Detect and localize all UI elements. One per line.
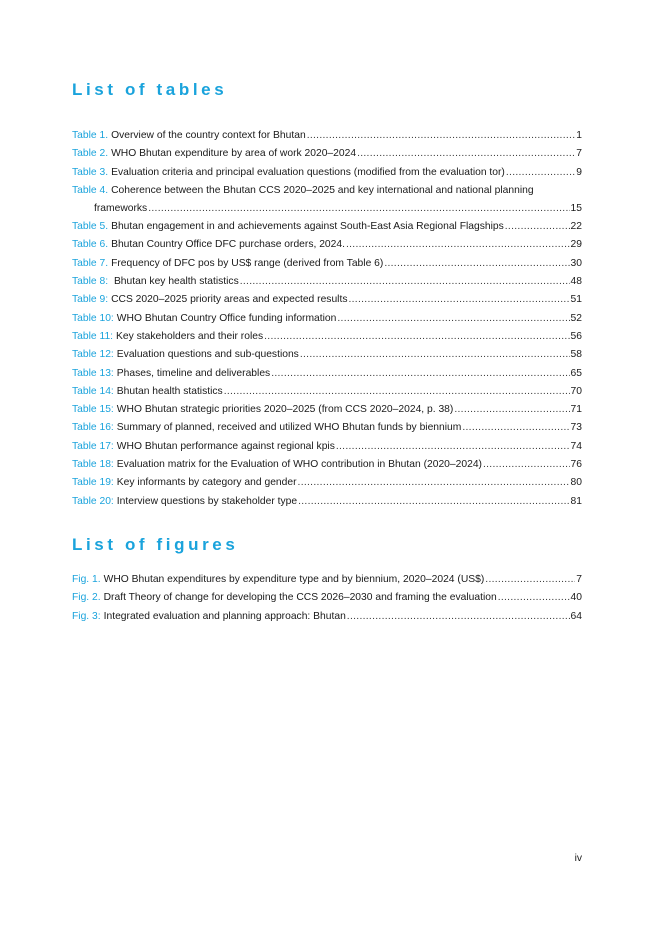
entry-title: Overview of the country context for Bhutan — [111, 130, 306, 141]
entry-label: Table 9: — [72, 294, 109, 306]
table-entry-15[interactable] — [72, 401, 582, 419]
entry-page: 71 — [570, 404, 582, 416]
entry-title: Bhutan key health statistics — [111, 276, 239, 288]
table-entry-6[interactable] — [72, 236, 582, 254]
entry-label: Table 14: — [72, 385, 114, 397]
entry-label: Table 11: — [72, 330, 114, 342]
table-entry-18[interactable] — [72, 456, 582, 474]
table-entry-16[interactable] — [72, 419, 582, 437]
entry-label: Table 16: — [72, 422, 114, 434]
entry-title: Draft Theory of change for developing the CCS 2026–2030 and framing the evaluation — [103, 592, 497, 604]
entry-title: WHO Bhutan performance against regional kpis — [116, 440, 335, 452]
entry-title: WHO Bhutan expenditures by expenditure type and by biennium, 2020–2024 (US$) — [103, 574, 485, 585]
entry-page: 76 — [570, 459, 582, 471]
entry-page: 58 — [570, 349, 582, 361]
entry-label: Table 1. — [72, 130, 109, 141]
entry-title-continued: frameworks — [94, 202, 148, 214]
table-entry-14[interactable] — [72, 383, 582, 401]
page-number: iv — [574, 853, 582, 864]
entry-label: Table 8: — [72, 276, 109, 288]
entry-label: Table 6. — [72, 239, 109, 251]
entry-title: Bhutan Country Office DFC purchase orders, 2024. — [111, 239, 345, 251]
entry-title: Key informants by category and gender — [116, 477, 297, 489]
entry-title: Evaluation matrix for the Evaluation of WHO contribution in Bhutan (2020–2024) — [116, 459, 482, 471]
entry-label: Table 7. — [72, 257, 109, 269]
entry-page: 81 — [570, 495, 582, 507]
entry-page: 7 — [576, 574, 582, 585]
entry-page: 70 — [570, 385, 582, 397]
tables-list — [72, 127, 582, 511]
entry-page: 22 — [570, 221, 582, 233]
table-entry-4[interactable] — [72, 182, 582, 200]
list-of-figures-heading: List of figures — [72, 535, 239, 554]
table-entry-10[interactable] — [72, 310, 582, 328]
entry-title: Key stakeholders and their roles — [116, 330, 264, 342]
entry-label: Fig. 1. — [72, 574, 101, 585]
entry-label: Table 12: — [72, 349, 114, 361]
entry-label: Table 3. — [72, 166, 109, 178]
entry-title: Interview questions by stakeholder type — [116, 495, 298, 507]
entry-title: CCS 2020–2025 priority areas and expected results — [111, 294, 348, 306]
entry-label: Fig. 2. — [72, 592, 101, 604]
entry-label: Table 20: — [72, 495, 114, 507]
entry-title: Integrated evaluation and planning approach: Bhutan — [103, 610, 346, 622]
table-entry-7[interactable] — [72, 255, 582, 273]
entry-page: 56 — [570, 330, 582, 342]
entry-label: Table 4. — [72, 184, 109, 196]
table-entry-13[interactable] — [72, 365, 582, 383]
entry-title: Evaluation criteria and principal evaluation questions (modified from the evaluation tor) — [111, 166, 505, 178]
table-entry-19[interactable] — [72, 474, 582, 492]
entry-title: Coherence between the Bhutan CCS 2020–2025 and key international and national planning — [111, 184, 534, 196]
table-entry-20[interactable] — [72, 493, 582, 511]
entry-title: Summary of planned, received and utilized WHO Bhutan funds by biennium — [116, 422, 462, 434]
entry-page: 80 — [570, 477, 582, 489]
entry-page: 48 — [570, 276, 582, 288]
entry-page: 15 — [570, 202, 582, 214]
entry-page: 52 — [570, 312, 582, 324]
entry-label: Table 15: — [72, 404, 114, 416]
entry-label: Fig. 3: — [72, 610, 101, 622]
entry-page: 40 — [570, 592, 582, 604]
entry-page: 30 — [570, 257, 582, 269]
entry-page: 7 — [576, 148, 582, 160]
entry-label: Table 10: — [72, 312, 114, 324]
table-entry-2[interactable] — [72, 145, 582, 163]
entry-label: Table 2. — [72, 148, 109, 160]
figure-entry-3[interactable] — [72, 608, 582, 626]
entry-page: 29 — [570, 239, 582, 251]
entry-title: WHO Bhutan Country Office funding information — [116, 312, 337, 324]
entry-page: 64 — [570, 610, 582, 622]
table-entry-3[interactable] — [72, 164, 582, 182]
table-entry-1[interactable] — [72, 127, 582, 145]
figure-entry-2[interactable] — [72, 589, 582, 607]
table-entry-9[interactable] — [72, 291, 582, 309]
entry-label: Table 17: — [72, 440, 114, 452]
entry-page: 1 — [576, 130, 582, 141]
entry-page: 65 — [570, 367, 582, 379]
entry-title: Frequency of DFC pos by US$ range (derived from Table 6) — [111, 257, 384, 269]
entry-title: Phases, timeline and deliverables — [116, 367, 271, 379]
table-entry-17[interactable] — [72, 438, 582, 456]
entry-title: WHO Bhutan strategic priorities 2020–2025 (from CCS 2020–2024, p. 38) — [116, 404, 454, 416]
entry-label: Table 13: — [72, 367, 114, 379]
entry-label: Table 5. — [72, 221, 109, 233]
entry-page: 74 — [570, 440, 582, 452]
entry-page: 73 — [570, 422, 582, 434]
entry-label: Table 19: — [72, 477, 114, 489]
entry-title: Bhutan health statistics — [116, 385, 223, 397]
table-entry-12[interactable] — [72, 346, 582, 364]
table-entry-5[interactable] — [72, 218, 582, 236]
table-entry-8[interactable] — [72, 273, 582, 291]
table-entry-11[interactable] — [72, 328, 582, 346]
table-entry-4-continued[interactable] — [72, 200, 582, 218]
figures-list — [72, 571, 582, 626]
entry-title: Evaluation questions and sub-questions — [116, 349, 299, 361]
entry-title: WHO Bhutan expenditure by area of work 2020–2024 — [111, 148, 357, 160]
entry-page: 9 — [576, 166, 582, 178]
entry-page: 51 — [570, 294, 582, 306]
entry-label: Table 18: — [72, 459, 114, 471]
figure-entry-1[interactable] — [72, 571, 582, 589]
entry-title: Bhutan engagement in and achievements against South-East Asia Regional Flagships — [111, 221, 504, 233]
list-of-tables-heading: List of tables — [72, 80, 228, 99]
